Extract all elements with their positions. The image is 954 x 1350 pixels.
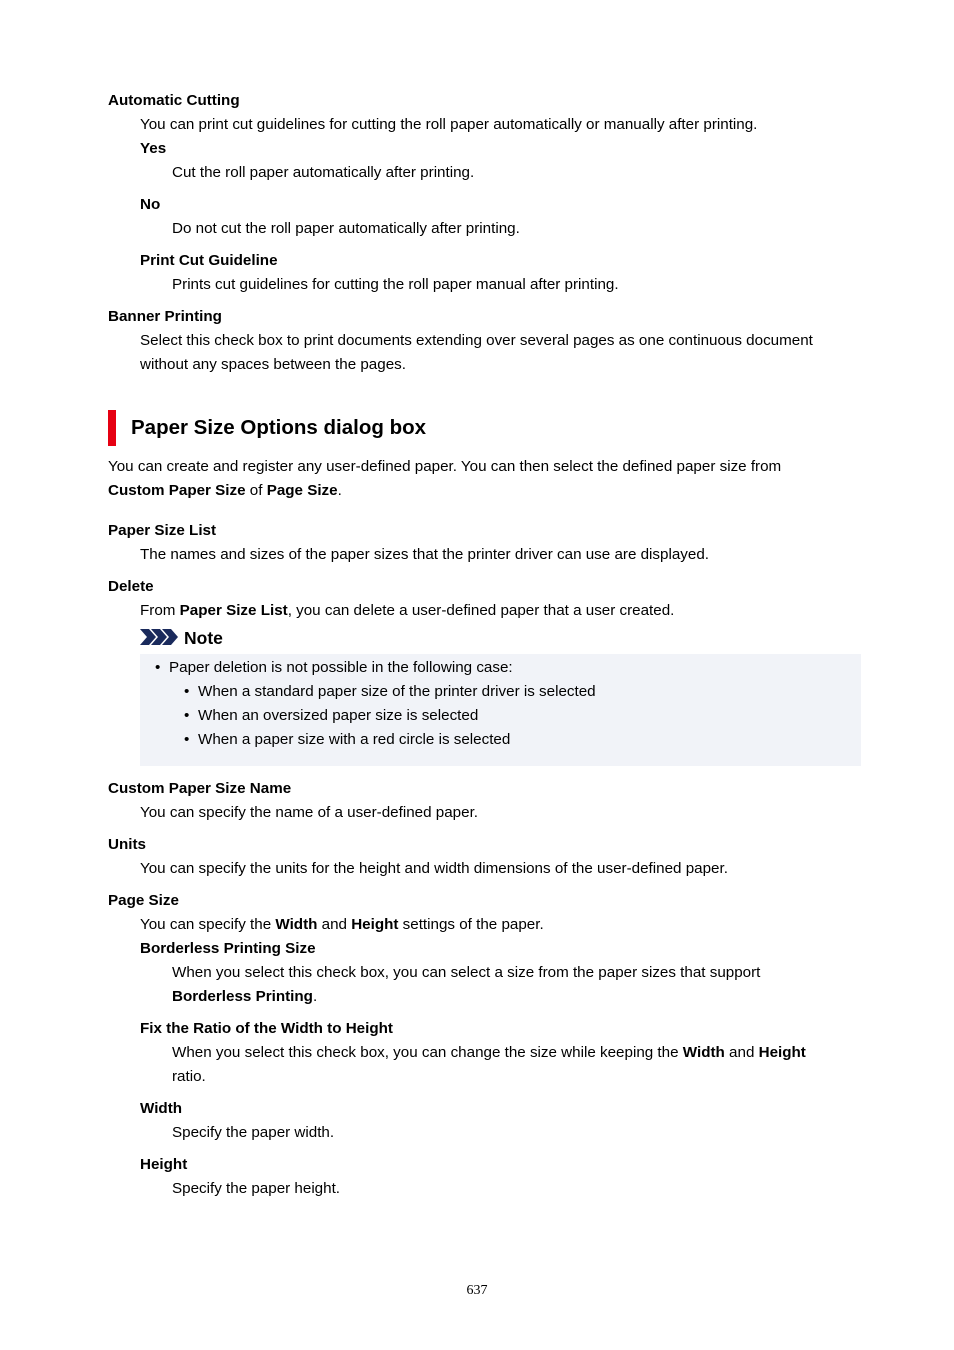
borderless-printing-size-heading: Borderless Printing Size [140, 940, 316, 957]
width-term: Width [682, 1044, 725, 1061]
page-size-term: Page Size [266, 482, 338, 499]
yes-heading: Yes [140, 140, 167, 157]
bullet-dot: • [184, 731, 190, 748]
paper-size-list-term: Paper Size List [179, 602, 288, 619]
intro-of: of [245, 482, 267, 499]
height-term: Height [758, 1044, 806, 1061]
borderless-period: . [312, 988, 318, 1005]
fix-ratio-desc-line2: ratio. [172, 1068, 206, 1085]
height-heading: Height [140, 1156, 188, 1173]
intro-period: . [337, 482, 342, 499]
bullet-dot: • [155, 659, 161, 676]
section-intro-line2 [108, 481, 342, 501]
delete-heading: Delete [108, 578, 154, 595]
print-cut-guideline-heading: Print Cut Guideline [140, 252, 278, 269]
page-size-desc-a: You can specify the [140, 916, 276, 933]
custom-paper-size-term: Custom Paper Size [108, 482, 246, 499]
paper-size-list-heading: Paper Size List [108, 522, 217, 539]
automatic-cutting-desc: You can print cut guidelines for cutting the roll paper automatically or manually after printing. [140, 116, 758, 133]
page-number: 637 [466, 1283, 488, 1298]
banner-printing-desc-line1: Select this check box to print documents extending over several pages as one continuous document [140, 332, 813, 349]
note-subitem-text: When a paper size with a red circle is selected [198, 731, 511, 748]
fix-ratio-desc-line1 [172, 1043, 806, 1063]
note-item-text: Paper deletion is not possible in the following case: [169, 659, 513, 676]
note-arrows-icon [140, 629, 180, 645]
banner-printing-desc-line2: without any spaces between the pages. [140, 356, 406, 373]
note-subitem-text: When a standard paper size of the printer driver is selected [198, 683, 596, 700]
automatic-cutting-heading: Automatic Cutting [108, 92, 240, 109]
height-desc: Specify the paper height. [172, 1180, 341, 1197]
delete-from: From [140, 602, 180, 619]
page-size-heading: Page Size [108, 892, 179, 909]
borderless-printing-term: Borderless Printing [172, 988, 313, 1005]
section-accent-bar [108, 410, 116, 446]
width-desc: Specify the paper width. [172, 1124, 335, 1141]
units-desc: You can specify the units for the height and width dimensions of the user-defined paper. [140, 860, 728, 877]
page-size-desc-end: settings of the paper. [398, 916, 544, 933]
page-size-and: and [317, 916, 352, 933]
bullet-dot: • [184, 707, 190, 724]
paper-size-list-desc: The names and sizes of the paper sizes that the printer driver can use are displayed. [140, 546, 709, 563]
width-heading: Width [140, 1100, 183, 1117]
section-intro-line1: You can create and register any user-defined paper. You can then select the defined paper size from [108, 458, 782, 475]
custom-paper-size-name-heading: Custom Paper Size Name [108, 780, 292, 797]
fix-ratio-heading: Fix the Ratio of the Width to Height [140, 1020, 393, 1037]
fix-ratio-desc-a: When you select this check box, you can change the size while keeping the [172, 1044, 683, 1061]
banner-printing-heading: Banner Printing [108, 308, 222, 325]
page-size-desc [140, 915, 544, 935]
print-cut-guideline-desc: Prints cut guidelines for cutting the roll paper manual after printing. [172, 276, 619, 293]
fix-ratio-and: and [724, 1044, 759, 1061]
note-label: Note [184, 628, 223, 648]
units-heading: Units [108, 836, 146, 853]
borderless-desc-line1: When you select this check box, you can select a size from the paper sizes that support [172, 964, 761, 981]
no-heading: No [140, 196, 161, 213]
section-title-text: Paper Size Options dialog box [131, 416, 427, 439]
height-term: Height [351, 916, 399, 933]
yes-desc: Cut the roll paper automatically after printing. [172, 164, 475, 181]
delete-rest: , you can delete a user-defined paper that a user created. [287, 602, 675, 619]
bullet-dot: • [184, 683, 190, 700]
custom-paper-size-name-desc: You can specify the name of a user-defined paper. [140, 804, 479, 821]
no-desc: Do not cut the roll paper automatically after printing. [172, 220, 520, 237]
width-term: Width [275, 916, 318, 933]
delete-desc [140, 601, 674, 621]
note-subitem-text: When an oversized paper size is selected [198, 707, 479, 724]
borderless-desc-line2 [172, 987, 317, 1007]
